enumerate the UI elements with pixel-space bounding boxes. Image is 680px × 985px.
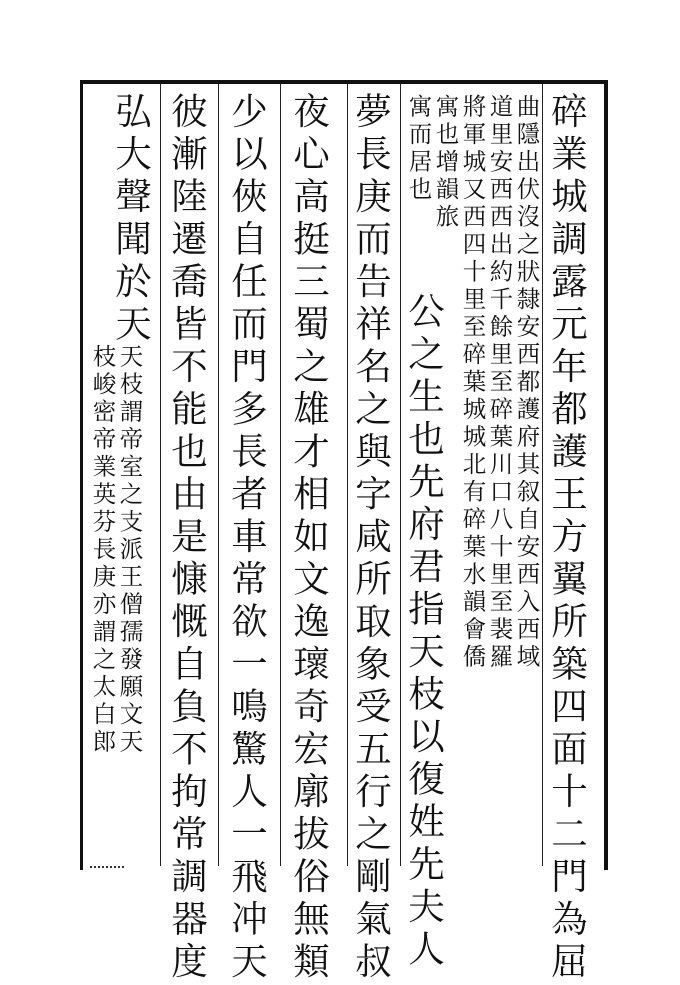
column-rule bbox=[160, 84, 161, 866]
text-column-3: 夢長庚而告祥名之與字咸所取象受五行之剛氣叔 bbox=[349, 92, 393, 985]
text-column-7: 弘大聲聞於天 bbox=[109, 92, 153, 347]
annotation-column-6: 天枝謂帝室之支派王僧孺發願文天 bbox=[115, 344, 144, 757]
annotation-column-7: 枝峻密帝業英芬長庚亦謂之太白郎 bbox=[88, 344, 117, 757]
column-rule bbox=[218, 84, 219, 866]
column-rule bbox=[347, 84, 348, 866]
column-rule bbox=[280, 84, 281, 866]
text-column-2: 公之生也先府君指天枝以復姓先夫人 bbox=[402, 292, 446, 972]
text-column-5: 少以俠自任而門多長者車常欲一鳴驚人一飛冲天 bbox=[225, 92, 269, 985]
annotation-column-1: 曲隱出伏沒之狀隸安西都護府其叙自安西入西域 bbox=[512, 94, 541, 672]
annotation-column-3: 將軍城又西四十里至碎葉城城北有碎葉水韻會僑 bbox=[458, 94, 487, 672]
page-border-right bbox=[604, 80, 608, 870]
text-column-4: 夜心高挺三蜀之雄才相如文逸瓌奇宏廓拔俗無類 bbox=[287, 92, 331, 985]
column-rule bbox=[542, 84, 543, 866]
annotation-column-5: 寓而居也 bbox=[404, 94, 433, 204]
text-column-6: 彼漸陸遷喬皆不能也由是慷慨自負不拘常調器度 bbox=[165, 92, 209, 985]
column-rule bbox=[400, 84, 401, 866]
annotation-column-2: 道里安西西出約千餘里至碎葉川口八十里至裴羅 bbox=[485, 94, 514, 672]
text-column-1: 碎業城調露元年都護王方翼所築四面十二門為屈 bbox=[545, 92, 589, 985]
page-border-left bbox=[80, 80, 83, 870]
page-edge-mark bbox=[90, 860, 124, 868]
annotation-column-4: 寓也增韻旅 bbox=[431, 94, 460, 232]
